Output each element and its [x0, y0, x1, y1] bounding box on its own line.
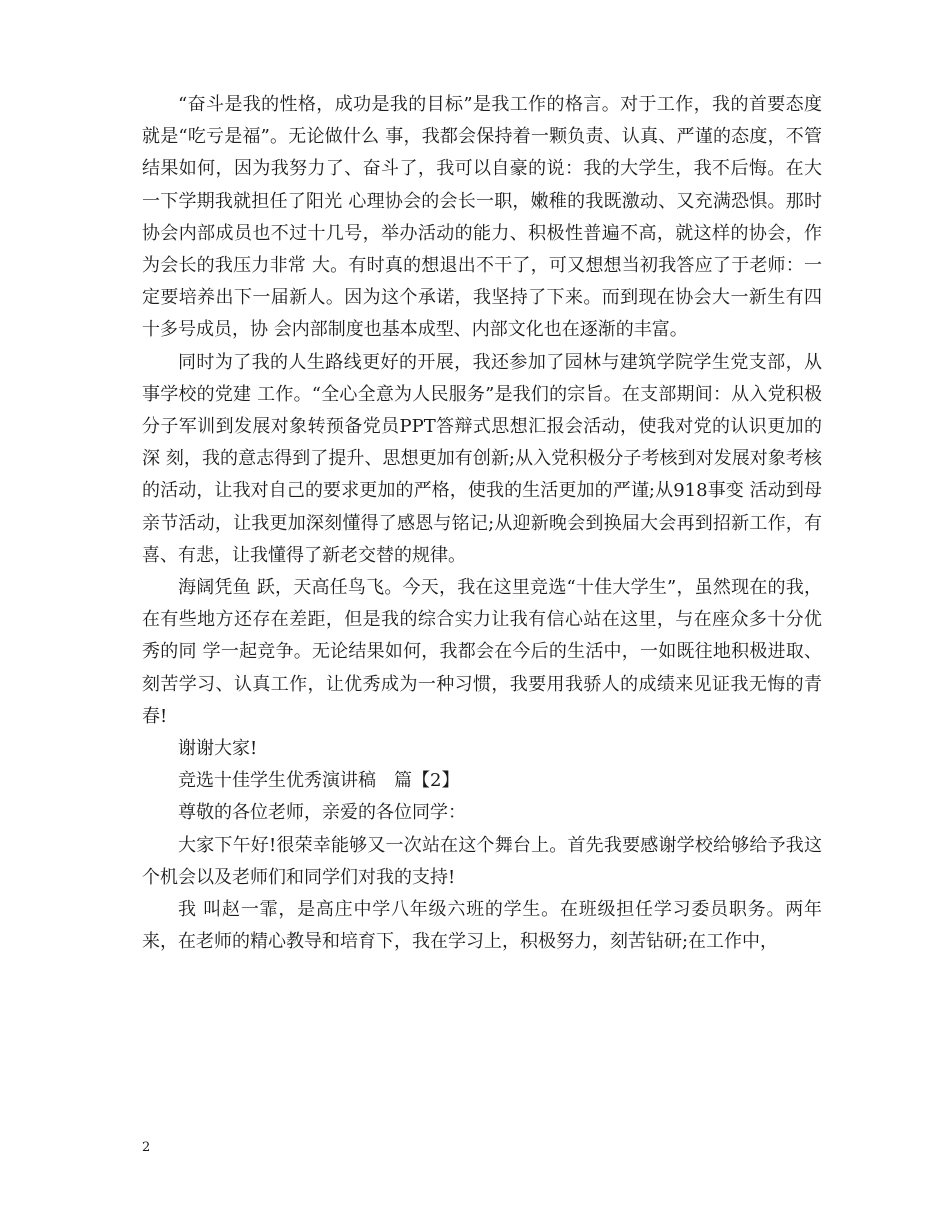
section-heading: 竞选十佳学生优秀演讲稿 篇【2】 — [178, 770, 460, 792]
paragraph-3: 海阔凭鱼 跃，天高任鸟飞。今天，我在这里竞选“十佳大学生”，虽然现在的我，在有些地方还存在差距，但是我的综合实力让我有信心站在这里，与在座众多十分优秀的同 学一起竞争。无论结果如何，我都会在今后的生活中，一如既往地积极进取、刻苦学习、认真工作，让优秀成为一种习惯，我要用我骄人的成绩来见证我无悔的青 春! — [142, 577, 822, 727]
paragraph-greeting: 大家下午好!很荣幸能够又一次站在这个舞台上。首先我要感谢学校给够给予我这个机会以及老师们和同学们对我的支持! — [142, 834, 822, 888]
paragraph-1: “奋斗是我的性格，成功是我的目标”是我工作的格言。对于工作，我的首要态度就是“吃亏是福”。无论做什么 事，我都会保持着一颗负责、认真、严谨的态度，不管结果如何，因为我努力了、奋斗了，我可以自豪的说：我的大学生，我不后悔。在大一下学期我就担任了阳光 心理协会的会长一职，嫩稚的我既激动、又充满恐惧。那时协会内部成员也不过十几号，举办活动的能力、积极性普遍不高，就这样的协会，作为会长的我压力非常 大。有时真的想退出不干了，可又想想当初我答应了于老师：一定要培养出下一届新人。因为这个承诺，我坚持了下来。而到现在协会大一新生有四十多号成员，协 会内部制度也基本成型、内部文化也在逐渐的丰富。 — [142, 94, 822, 341]
document-body — [142, 89, 822, 958]
paragraph-2: 同时为了我的人生路线更好的开展，我还参加了园林与建筑学院学生党支部，从事学校的党建 工作。“全心全意为人民服务”是我们的宗旨。在支部期间：从入党积极分子军训到发展对象转预备党员PPT答辩式思想汇报会活动，使我对党的认识更加的深 刻，我的意志得到了提升、思想更加有创新;从入党积极分子考核到对发展对象考核的活动，让我对自己的要求更加的严格，使我的生活更加的严谨;从918事变 活动到母亲节活动，让我更加深刻懂得了感恩与铭记;从迎新晚会到换届大会再到招新工作，有喜、有悲，让我懂得了新老交替的规律。 — [142, 351, 822, 566]
paragraph-intro: 我 叫赵一霏，是高庄中学八年级六班的学生。在班级担任学习委员职务。两年来，在老师的精心教导和培育下，我在学习上，积极努力，刻苦钻研;在工作中， — [142, 899, 822, 953]
paragraph-thanks: 谢谢大家! — [178, 738, 258, 760]
salutation: 尊敬的各位老师，亲爱的各位同学： — [178, 802, 466, 824]
page-number: 2 — [142, 1140, 151, 1155]
